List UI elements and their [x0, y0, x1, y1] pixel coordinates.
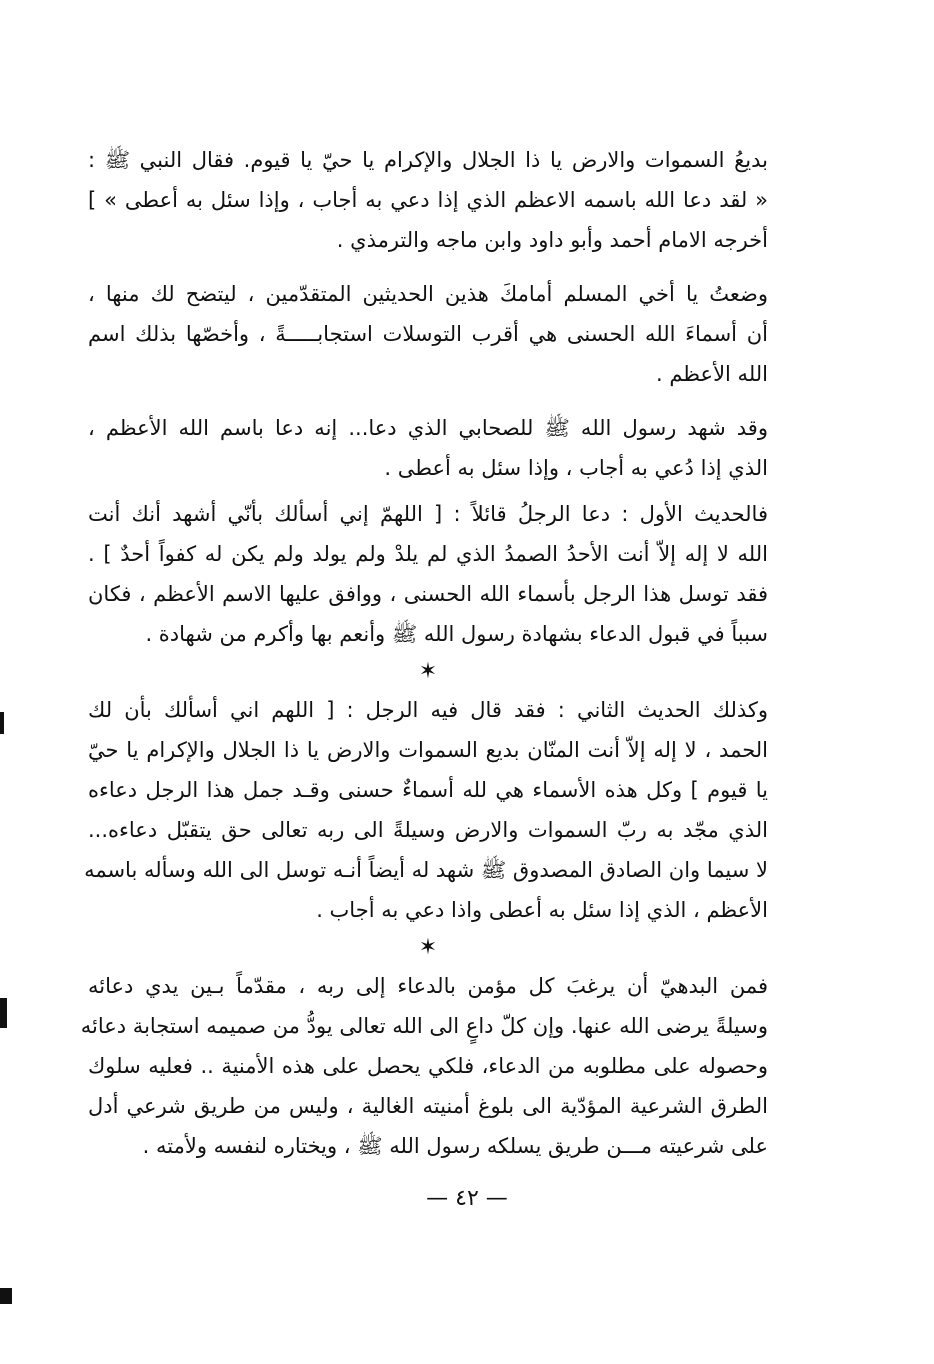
text-line: فمن البدهيّ أن يرغبَ كل مؤمن بالدعاء إلى ربه ، مقدّماً بـين يدي دعائه — [88, 974, 768, 998]
text-line: وقد شهد رسول الله ﷺ للصحابي الذي دعا... إنه دعا باسم الله الأعظم ، — [88, 416, 768, 440]
paragraph — [88, 494, 768, 654]
text-line: يا قيوم ] وكل هذه الأسماء هي لله أسماءٌ حسنى وقـد جمل هذا الرجل دعاءه — [88, 778, 768, 802]
text-line: الذي إذا دُعي به أجاب ، وإذا سئل به أعطى . — [384, 456, 768, 480]
paragraph — [88, 274, 768, 394]
section-separator-star: ✶ — [418, 935, 438, 960]
text-line: الحمد ، لا إله إلاّ أنت المنّان بديع السموات والارض يا ذا الجلال والإكرام يا حيّ — [88, 738, 768, 762]
scan-edge-mark — [0, 712, 4, 734]
text-line: بديعُ السموات والارض يا ذا الجلال والإكرام يا حيّ يا قيوم. فقال النبي ﷺ : — [88, 148, 768, 172]
paragraph — [84, 690, 768, 930]
paragraph — [88, 408, 768, 488]
page-number: — ٤٢ — — [426, 1186, 508, 1211]
text-line: الذي مجّد به ربّ السموات والارض وسيلةً الى ربه تعالى حق يتقبّل دعاءه... — [88, 818, 768, 842]
scan-edge-mark — [0, 1288, 12, 1304]
text-line: أن أسماءَ الله الحسنى هي أقرب التوسلات استجابـــــةً ، وأخصّها بذلك اسم — [88, 322, 768, 346]
document-page — [80, 140, 768, 1166]
text-line: فقد توسل هذا الرجل بأسماء الله الحسنى ، ووافق عليها الاسم الأعظم ، فكان — [88, 582, 768, 606]
text-line: على شرعيته مـــن طريق يسلكه رسول الله ﷺ ، ويختاره لنفسه ولأمته . — [142, 1134, 768, 1158]
text-line: وضعتُ يا أخي المسلم أمامكَ هذين الحديثين المتقدّمين ، ليتضح لك منها ، — [88, 282, 768, 306]
text-line: أخرجه الامام أحمد وأبو داود وابن ماجه والترمذي . — [336, 228, 768, 252]
text-line: الله الأعظم . — [655, 362, 768, 386]
paragraph — [80, 966, 768, 1166]
text-line: وسيلةً يرضى الله عنها. وإن كلّ داعٍ الى الله تعالى يودُّ من صميمه استجابة دعائه — [80, 1014, 768, 1038]
text-line: لا سيما وان الصادق المصدوق ﷺ شهد له أيضاً أنـه توسل الى الله وسأله باسمه — [84, 858, 768, 882]
text-line: الله لا إله إلاّ أنت الأحدُ الصمدُ الذي لم يلدْ ولم يولد ولم يكن له كفواً أحدٌ ] . — [88, 542, 768, 566]
text-line: وحصوله على مطلوبه من الدعاء، فلكي يحصل على هذه الأمنية .. فعليه سلوك — [88, 1054, 768, 1078]
scan-edge-mark — [0, 998, 7, 1028]
text-line: وكذلك الحديث الثاني : فقد قال فيه الرجل : [ اللهم اني أسألك بأن لك — [88, 698, 768, 722]
paragraph — [88, 140, 768, 260]
text-line: « لقد دعا الله باسمه الاعظم الذي إذا دعي به أجاب ، وإذا سئل به أعطى » ] — [88, 188, 768, 212]
paragraph-gap — [88, 260, 768, 274]
paragraph-gap — [88, 394, 768, 408]
text-line: سبباً في قبول الدعاء بشهادة رسول الله ﷺ وأنعم بها وأكرم من شهادة . — [145, 622, 768, 646]
text-line: الطرق الشرعية المؤدّية الى بلوغ أمنيته الغالية ، وليس من طريق شرعي أدل — [88, 1094, 768, 1118]
section-separator-star: ✶ — [418, 659, 438, 684]
text-line: فالحديث الأول : دعا الرجلُ قائلاً : [ اللهمّ إني أسألك بأنّي أشهد أنك أنت — [88, 502, 768, 526]
text-line: الأعظم ، الذي إذا سئل به أعطى واذا دعي به أجاب . — [316, 898, 768, 922]
